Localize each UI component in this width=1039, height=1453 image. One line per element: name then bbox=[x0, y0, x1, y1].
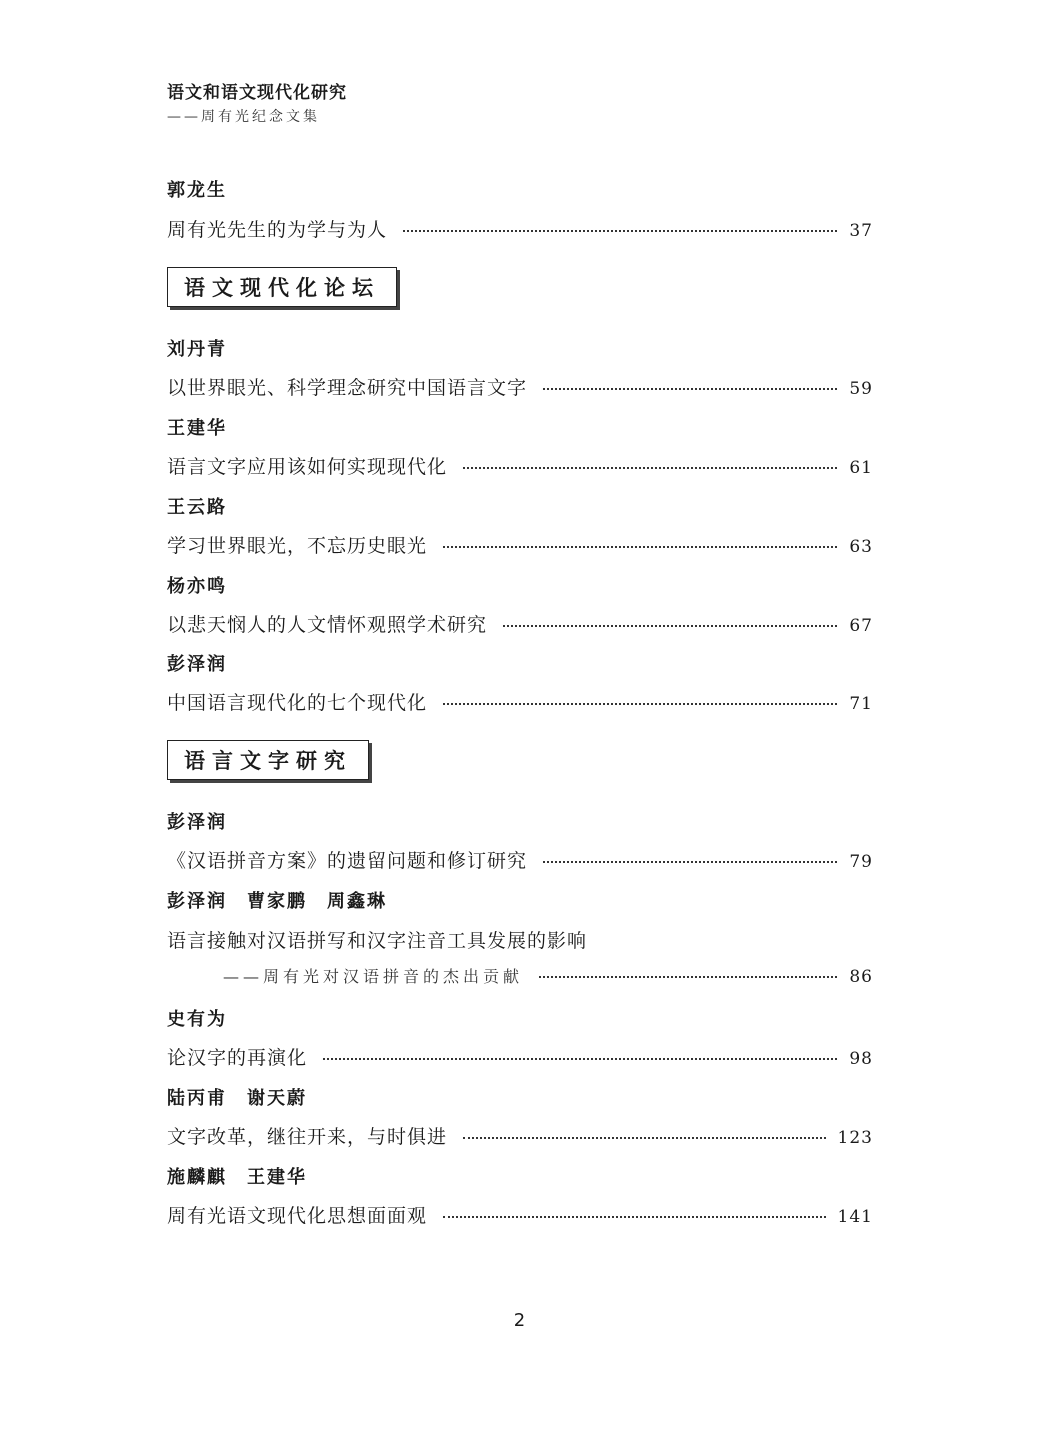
toc-entry-page: 63 bbox=[849, 537, 873, 557]
toc-author: 杨亦鸣 bbox=[167, 576, 227, 597]
dot-leader bbox=[539, 976, 837, 978]
toc-entry-page: 98 bbox=[849, 1049, 873, 1069]
toc-entry-page: 86 bbox=[849, 967, 873, 987]
section-heading-forum bbox=[167, 267, 397, 307]
toc-entry-page: 71 bbox=[849, 694, 873, 714]
page-number: 2 bbox=[513, 1310, 526, 1331]
book-subtitle: ——周有光纪念文集 bbox=[167, 109, 320, 125]
toc-entry-title: 《汉语拼音方案》的遗留问题和修订研究 bbox=[167, 850, 528, 872]
toc-entry-title: 论汉字的再演化 bbox=[167, 1047, 308, 1069]
toc-entry[interactable] bbox=[167, 610, 873, 636]
toc-entry-title: 周有光语文现代化思想面面观 bbox=[167, 1205, 428, 1227]
toc-entry-title: 语言文字应用该如何实现现代化 bbox=[167, 456, 448, 478]
toc-entry[interactable] bbox=[167, 846, 873, 872]
toc-entry-title: 中国语言现代化的七个现代化 bbox=[167, 692, 428, 714]
toc-entry-title: 学习世界眼光，不忘历史眼光 bbox=[167, 535, 428, 557]
toc-entry[interactable] bbox=[167, 531, 873, 557]
toc-entry-title: 以悲天悯人的人文情怀观照学术研究 bbox=[167, 614, 488, 636]
toc-entry-page: 67 bbox=[849, 616, 873, 636]
toc-entry-page: 141 bbox=[837, 1207, 873, 1227]
dot-leader bbox=[443, 1216, 826, 1218]
toc-author: 王建华 bbox=[167, 418, 227, 439]
toc-entry-subtitle: ——周有光对汉语拼音的杰出贡献 bbox=[223, 967, 524, 986]
toc-entry[interactable] bbox=[167, 1201, 873, 1227]
dot-leader bbox=[323, 1058, 837, 1060]
toc-entry[interactable] bbox=[167, 964, 873, 990]
toc-author: 陆丙甫 谢天蔚 bbox=[167, 1088, 307, 1109]
dot-leader bbox=[543, 388, 837, 390]
dot-leader bbox=[403, 230, 837, 232]
toc-author: 刘丹青 bbox=[167, 339, 227, 360]
dot-leader bbox=[463, 1137, 826, 1139]
toc-entry-title: 文字改革，继往开来，与时俱进 bbox=[167, 1126, 448, 1148]
toc-entry[interactable] bbox=[167, 688, 873, 714]
toc-entry[interactable] bbox=[167, 215, 873, 241]
dot-leader bbox=[443, 546, 837, 548]
toc-author: 郭龙生 bbox=[167, 180, 227, 201]
toc-entry-page: 61 bbox=[849, 458, 873, 478]
toc-entry-page: 37 bbox=[849, 221, 873, 241]
dot-leader bbox=[503, 625, 837, 627]
toc-author: 彭泽润 bbox=[167, 654, 227, 675]
dot-leader bbox=[443, 703, 837, 705]
toc-entry-page: 79 bbox=[849, 852, 873, 872]
section-heading-research bbox=[167, 740, 369, 780]
toc-entry-title[interactable]: 语言接触对汉语拼写和汉字注音工具发展的影响 bbox=[167, 930, 588, 952]
toc-author: 彭泽润 曹家鹏 周鑫琳 bbox=[167, 891, 387, 912]
toc-entry[interactable] bbox=[167, 1043, 873, 1069]
dot-leader bbox=[543, 861, 837, 863]
section-heading-label: 语言文字研究 bbox=[184, 748, 352, 773]
toc-entry-title: 周有光先生的为学与为人 bbox=[167, 219, 388, 241]
section-heading-label: 语文现代化论坛 bbox=[184, 275, 380, 300]
toc-entry[interactable] bbox=[167, 1122, 873, 1148]
toc-author: 施麟麒 王建华 bbox=[167, 1167, 307, 1188]
toc-entry[interactable] bbox=[167, 373, 873, 399]
dot-leader bbox=[463, 467, 837, 469]
toc-entry[interactable] bbox=[167, 452, 873, 478]
toc-entry-title: 以世界眼光、科学理念研究中国语言文字 bbox=[167, 377, 528, 399]
book-title: 语文和语文现代化研究 bbox=[167, 83, 347, 103]
toc-author: 王云路 bbox=[167, 497, 227, 518]
toc-author: 史有为 bbox=[167, 1009, 227, 1030]
toc-entry-page: 123 bbox=[837, 1128, 873, 1148]
toc-entry-page: 59 bbox=[849, 379, 873, 399]
toc-author: 彭泽润 bbox=[167, 812, 227, 833]
